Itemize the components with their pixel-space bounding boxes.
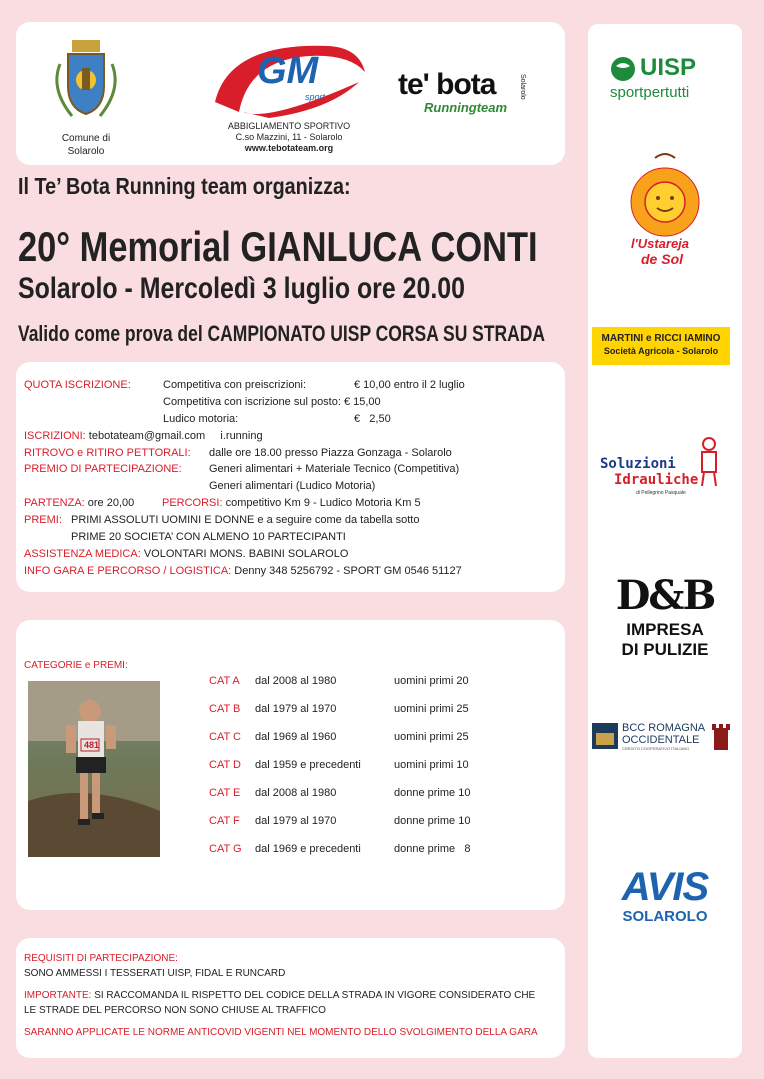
cat-e-years: dal 2008 al 1980 <box>255 787 337 799</box>
tower-icon <box>710 722 734 750</box>
cat-c-prize: uomini primi 25 <box>394 731 469 743</box>
requirements-box <box>16 938 565 1058</box>
premi-value-2: PRIME 20 SOCIETA’ CON ALMENO 10 PARTECIPANTI <box>71 531 346 543</box>
cat-a-code: CAT A <box>209 675 240 687</box>
premio-value-2: Generi alimentari (Ludico Motoria) <box>209 480 376 492</box>
runner-photo <box>28 681 160 857</box>
martini-logo: MARTINI e RICCI IAMINO Società Agricola - Solarolo <box>592 327 730 365</box>
importante-line-2: LE STRADE DEL PERCORSO NON SONO CHIUSE AL TRAFFICO <box>24 1005 326 1016</box>
event-date: Solarolo - Mercoledì 3 luglio ore 20.00 <box>18 272 465 305</box>
info-box <box>16 362 565 592</box>
avis-logo: AVIS SOLAROLO <box>621 865 709 925</box>
assistenza-row: ASSISTENZA MEDICA: VOLONTARI MONS. BABINI SOLAROLO <box>24 548 349 560</box>
cat-g-code: CAT G <box>209 843 242 855</box>
plumber-icon <box>694 436 724 490</box>
cat-g-prize: donne prime 8 <box>394 843 471 855</box>
tebota-logo: te' bota Runningteam Solarolo <box>398 68 526 115</box>
ustareja-logo: l'Ustareja de Sol <box>625 152 705 270</box>
organizer-title: Il Te’ Bota Running team organizza: <box>18 173 351 199</box>
soluzioni-logo: Soluzioni Idrauliche di Pellegrino Pasquale <box>600 436 734 496</box>
requirements-line: SONO AMMESSI I TESSERATI UISP, FIDAL E RUNCARD <box>24 968 286 979</box>
cat-c-years: dal 1969 al 1960 <box>255 731 337 743</box>
anticovid-line: SARANNO APPLICATE LE NORME ANTICOVID VIGENTI NEL MOMENTO DELLO SVOLGIMENTO DELLA GARA <box>24 1027 538 1038</box>
premi-label: PREMI: <box>24 514 62 526</box>
valid-championship: Valido come prova del CAMPIONATO UISP CORSA SU STRADA <box>18 321 546 346</box>
event-title: 20° Memorial GIANLUCA CONTI <box>18 223 538 270</box>
quota-price-3: € 2,50 <box>354 413 391 425</box>
cat-f-years: dal 1979 al 1970 <box>255 815 337 827</box>
runner-bib: 481 <box>84 740 100 750</box>
cat-d-code: CAT D <box>209 759 241 771</box>
quota-row-2: Competitiva con iscrizione sul posto: € 15,00 <box>163 396 381 408</box>
quota-row-1: Competitiva con preiscrizioni: <box>163 379 307 391</box>
premio-label: PREMIO DI PARTECIPAZIONE: <box>24 463 182 475</box>
sponsor-sidebar <box>588 24 742 1058</box>
categories-label: CATEGORIE e PREMI: <box>24 660 128 671</box>
cat-d-years: dal 1959 e precedenti <box>255 759 361 771</box>
premi-value-1: PRIMI ASSOLUTI UOMINI E DONNE e a seguire come da tabella sotto <box>71 514 420 526</box>
uisp-globe-icon <box>610 56 636 82</box>
bcc-square-icon <box>592 723 618 749</box>
infogara-row: INFO GARA E PERCORSO / LOGISTICA: Denny 348 5256792 - SPORT GM 0546 51127 <box>24 565 462 577</box>
cat-b-years: dal 1979 al 1970 <box>255 703 337 715</box>
cat-f-prize: donne prime 10 <box>394 815 471 827</box>
cat-g-years: dal 1969 e precedenti <box>255 843 361 855</box>
header-box <box>16 22 565 165</box>
quota-price-1: € 10,00 entro il 2 luglio <box>354 379 465 391</box>
ritrovo-label: RITROVO e RITIRO PETTORALI: <box>24 447 191 459</box>
gm-sport-logo <box>209 32 369 122</box>
quota-row-3: Ludico motoria: <box>163 413 239 425</box>
requirements-title: REQUISITI DI PARTECIPAZIONE: <box>24 953 178 964</box>
cat-a-years: dal 2008 al 1980 <box>255 675 337 687</box>
comune-label: Comune di Solarolo <box>61 133 111 157</box>
comune-crest <box>46 34 126 124</box>
ritrovo-value: dalle ore 18.00 presso Piazza Gonzaga - Solarolo <box>209 447 452 459</box>
cat-e-prize: donne prime 10 <box>394 787 471 799</box>
cat-c-code: CAT C <box>209 731 241 743</box>
gm-address: ABBIGLIAMENTO SPORTIVO C.so Mazzini, 11 - Solarolo www.tebotateam.org <box>227 121 351 153</box>
importante-row: IMPORTANTE: SI RACCOMANDA IL RISPETTO DEL CODICE DELLA STRADA IN VIGORE CONSIDERATO CHE <box>24 990 536 1001</box>
cat-d-prize: uomini primi 10 <box>394 759 469 771</box>
categories-box <box>16 620 565 910</box>
percorsi-row: PERCORSI: competitivo Km 9 - Ludico Motoria Km 5 <box>162 497 421 509</box>
bcc-logo: BCC ROMAGNA OCCIDENTALE CREDITO COOPERATIVO ITALIANO <box>592 722 738 752</box>
gm-text: GM <box>257 50 319 92</box>
gm-sport-text: sport <box>305 92 326 102</box>
cat-a-prize: uomini primi 20 <box>394 675 469 687</box>
cat-b-code: CAT B <box>209 703 241 715</box>
cat-f-code: CAT F <box>209 815 240 827</box>
premio-value-1: Generi alimentari + Materiale Tecnico (Competitiva) <box>209 463 460 475</box>
cat-e-code: CAT E <box>209 787 241 799</box>
partenza-row: PARTENZA: ore 20,00 <box>24 497 135 509</box>
quota-label: QUOTA ISCRIZIONE: <box>24 379 131 391</box>
db-logo: D&B IMPRESA DI PULIZIE <box>615 572 715 659</box>
cat-b-prize: uomini primi 25 <box>394 703 469 715</box>
uisp-logo: UISP sportpertutti <box>610 54 697 101</box>
iscrizioni-row: ISCRIZIONI: tebotateam@gmail.com i.running <box>24 430 263 442</box>
